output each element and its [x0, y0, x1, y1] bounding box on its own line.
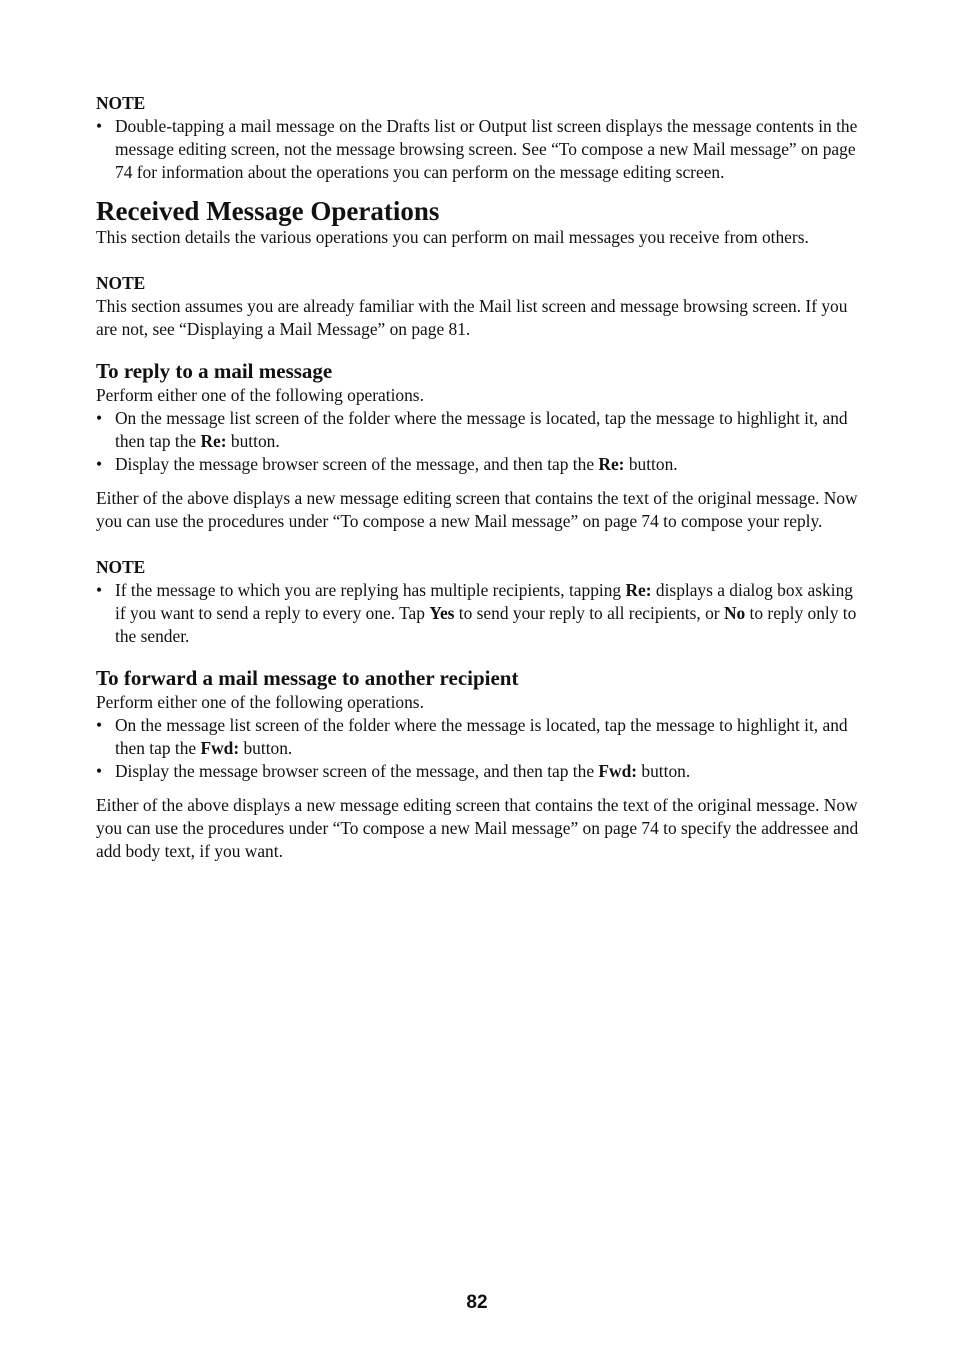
note-text: Double-tapping a mail message on the Drafts list or Output list screen displays the message contents in the message editing screen, not the message browsing screen. See “To compose a new Mail message” on page 74 for information about the operations you can perform on the message editing screen.	[115, 116, 858, 182]
note-text: If the message to which you are replying has multiple recipients, tapping	[115, 580, 626, 600]
step-text: button.	[637, 761, 691, 781]
step-text: Display the message browser screen of the message, and then tap the	[115, 761, 599, 781]
yes-button-label: Yes	[429, 603, 455, 623]
bullet-icon: •	[96, 715, 103, 735]
reply-intro: Perform either one of the following operations.	[96, 385, 424, 405]
list-item	[96, 760, 866, 783]
section-intro: This section details the various operations you can perform on mail messages you receive from others.	[96, 227, 809, 247]
step-text: On the message list screen of the folder where the message is located, tap the message to highlight it, and then tap the	[115, 408, 848, 451]
note-label: NOTE	[96, 93, 146, 113]
re-button-label: Re:	[200, 431, 227, 451]
step-text: On the message list screen of the folder where the message is located, tap the message to highlight it, and then tap the	[115, 715, 848, 758]
note-block-drafts	[96, 92, 866, 184]
list-item	[96, 453, 866, 476]
step-text: button.	[226, 431, 280, 451]
note-label: NOTE	[96, 273, 146, 293]
step-text: button.	[239, 738, 293, 758]
list-item	[96, 407, 866, 453]
list-item	[96, 714, 866, 760]
fwd-button-label: Fwd:	[200, 738, 240, 758]
bullet-icon: •	[96, 116, 103, 136]
note-list	[96, 115, 866, 184]
re-button-label: Re:	[625, 580, 652, 600]
note-text: This section assumes you are already familiar with the Mail list screen and message browsing screen. If you are not, see “Displaying a Mail Message” on page 81.	[96, 296, 848, 339]
step-text: button.	[624, 454, 678, 474]
forward-intro: Perform either one of the following operations.	[96, 692, 424, 712]
list-item	[96, 115, 866, 184]
note-label: NOTE	[96, 557, 146, 577]
note-text: displays a dialog box asking if you want to send a reply to every one. Tap	[115, 580, 853, 623]
note-block-assumption	[96, 272, 866, 341]
list-item	[96, 579, 866, 648]
note-list	[96, 579, 866, 648]
forward-steps	[96, 714, 866, 783]
step-text: Display the message browser screen of the message, and then tap the	[115, 454, 599, 474]
note-text: to send your reply to all recipients, or	[454, 603, 724, 623]
reply-steps	[96, 407, 866, 476]
forward-heading: To forward a mail message to another recipient	[96, 666, 519, 690]
bullet-icon: •	[96, 761, 103, 781]
page-number: 82	[466, 1292, 488, 1313]
fwd-button-label: Fwd:	[598, 761, 638, 781]
document-page	[96, 92, 866, 863]
section-title: Received Message Operations	[96, 196, 440, 226]
note-text: to reply only to the sender.	[115, 603, 857, 646]
bullet-icon: •	[96, 580, 103, 600]
bullet-icon: •	[96, 408, 103, 428]
bullet-icon: •	[96, 454, 103, 474]
forward-outro: Either of the above displays a new message editing screen that contains the text of the original message. Now you can use the procedures under “To compose a new Mail message” on page 74 to specify the addressee and add body text, if you want.	[96, 795, 859, 861]
reply-heading: To reply to a mail message	[96, 359, 333, 383]
no-button-label: No	[723, 603, 746, 623]
reply-outro: Either of the above displays a new message editing screen that contains the text of the original message. Now you can use the procedures under “To compose a new Mail message” on page 74 to compose your reply.	[96, 488, 858, 531]
note-block-multiple-recipients	[96, 556, 866, 648]
re-button-label: Re:	[598, 454, 625, 474]
